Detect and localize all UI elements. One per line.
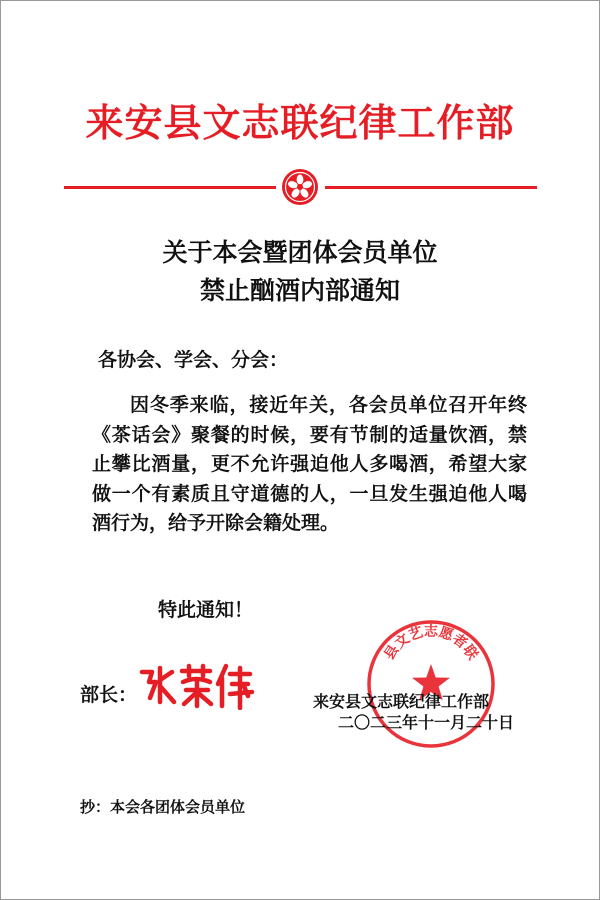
cc-recipients: 抄：本会各团体会员单位 [80, 798, 246, 816]
director-label: 部长： [80, 684, 138, 706]
notice-body: 因冬季来临，接近年关，各会员单位召开年终《茶话会》聚餐的时候，要有节制的适量饮酒，禁止攀比酒量，更不允许强迫他人多喝酒，希望大家做一个有素质且守道德的人，一旦发生强迫他人喝酒行为，给予开除会籍处理。 [92, 394, 527, 534]
issue-date: 二〇二三年十一月二十日 [338, 713, 515, 732]
salutation: 各协会、学会、分会： [98, 349, 289, 371]
issuing-department: 来安县文志联纪律工作部 [313, 692, 490, 711]
organization-masthead: 来安县文志联纪律工作部 [85, 101, 515, 145]
seal-text: 县文艺志愿者联 [381, 623, 481, 663]
red-rule-left [64, 186, 276, 189]
document-title-line-1: 关于本会暨团体会员单位 [162, 238, 438, 267]
svg-text:县文艺志愿者联 [381, 623, 481, 663]
flower-emblem-icon [280, 167, 320, 207]
red-rule-right [325, 186, 537, 189]
document-title-line-2: 禁止酗酒内部通知 [199, 276, 400, 305]
handwritten-signature [136, 662, 256, 710]
closing-remark: 特此通知！ [158, 599, 254, 621]
